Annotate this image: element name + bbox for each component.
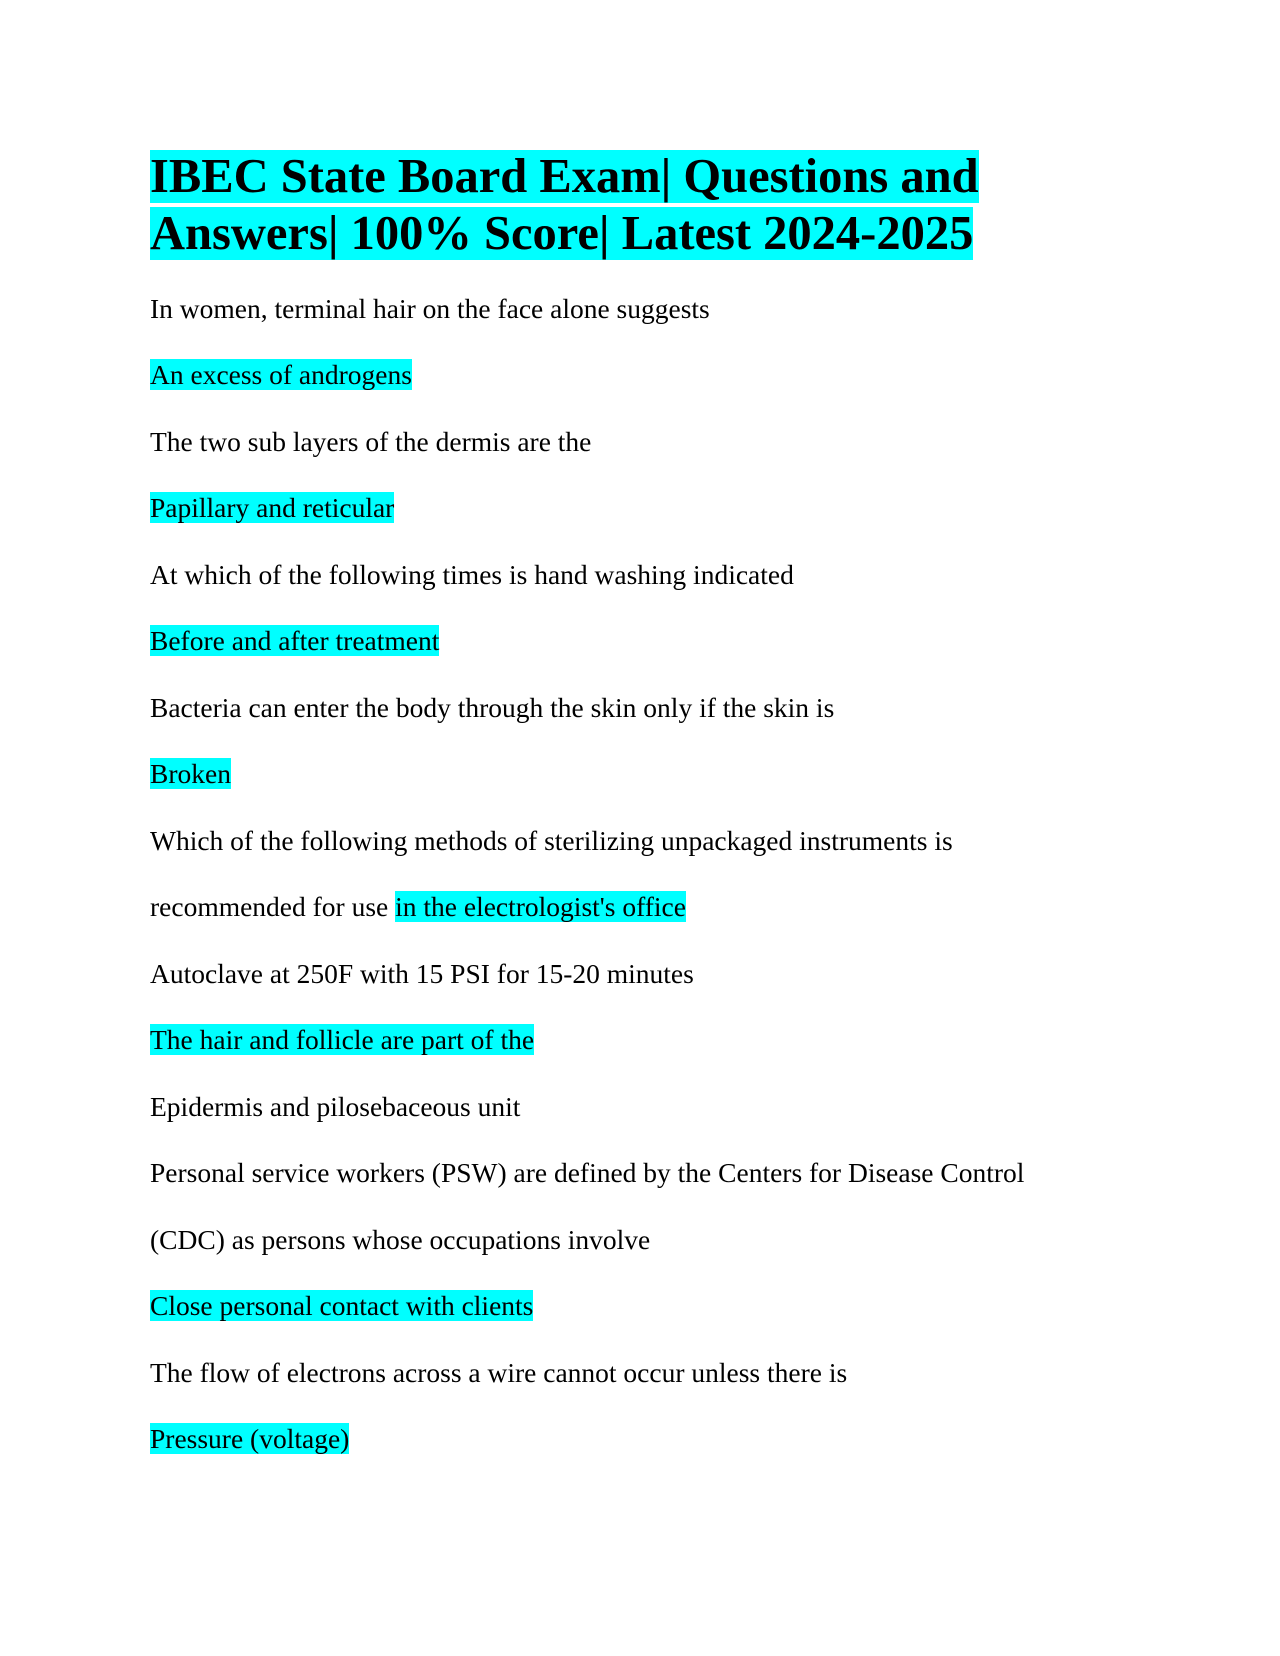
answer-text: Autoclave at 250F with 15 PSI for 15-20 minutes: [150, 958, 694, 989]
question-text: The hair and follicle are part of the: [150, 1024, 535, 1055]
answer-text: Broken: [150, 758, 231, 789]
title-line-1: IBEC State Board Exam| Questions and: [150, 150, 979, 203]
answer-text: An excess of androgens: [150, 359, 412, 390]
question-text: The two sub layers of the dermis are the: [150, 426, 592, 457]
question-text: recommended for use in the electrologist's office: [150, 891, 686, 922]
answer-text: Before and after treatment: [150, 625, 440, 656]
question-text: At which of the following times is hand washing indicated: [150, 559, 794, 590]
question-text: In women, terminal hair on the face alone suggests: [150, 293, 710, 324]
answer-text: Papillary and reticular: [150, 492, 395, 523]
title-line-2: Answers| 100% Score| Latest 2024-2025: [150, 207, 974, 260]
question-text: (CDC) as persons whose occupations involve: [150, 1224, 651, 1255]
question-text: The flow of electrons across a wire cannot occur unless there is: [150, 1357, 848, 1388]
document-title: [150, 148, 1050, 262]
answer-text: Close personal contact with clients: [150, 1290, 534, 1321]
highlighted-phrase: in the electrologist's office: [395, 891, 686, 922]
answer-text: Epidermis and pilosebaceous unit: [150, 1091, 521, 1122]
question-text: Which of the following methods of sterilizing unpackaged instruments is: [150, 825, 953, 856]
answer-text: Pressure (voltage): [150, 1423, 350, 1454]
question-text: Bacteria can enter the body through the skin only if the skin is: [150, 692, 835, 723]
question-text: Personal service workers (PSW) are defined by the Centers for Disease Control: [150, 1157, 1025, 1188]
